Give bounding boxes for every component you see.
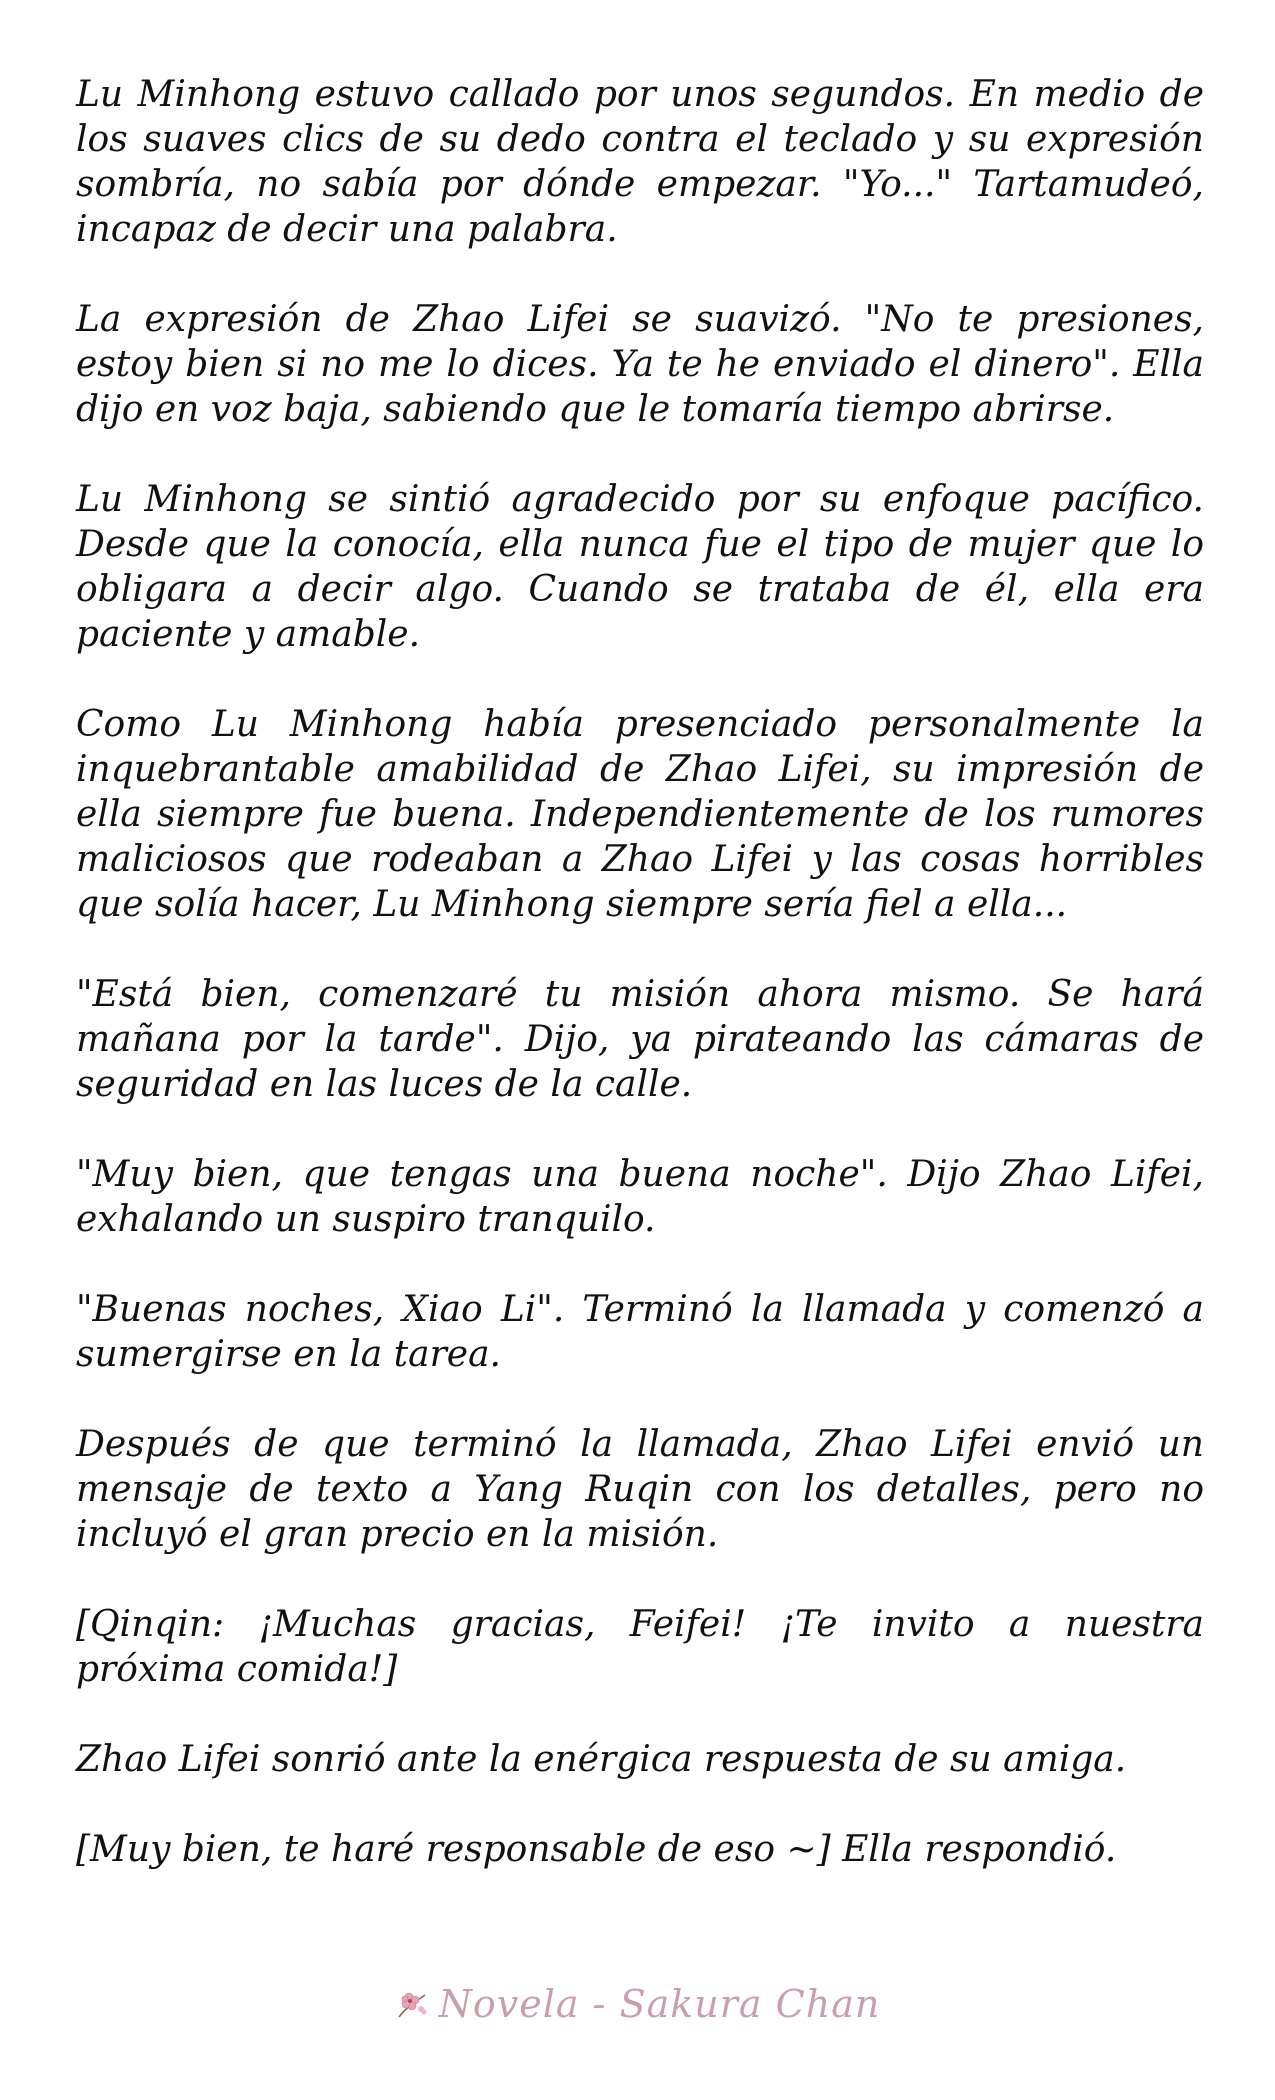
paragraph-10: Zhao Lifei sonrió ante la enérgica respuesta de su amiga. <box>76 1739 1127 1780</box>
paragraph-3: Lu Minhong se sintió agradecido por su enfoque pacífico. Desde que la conocía, ella nunca fue el tipo de mujer que lo obligara a decir algo. Cuando se trataba de él, ella era paciente y amable. <box>76 479 1204 655</box>
paragraph-8: Después de que terminó la llamada, Zhao Lifei envió un mensaje de texto a Yang Ruqin con los detalles, pero no incluyó el gran precio en la misión. <box>76 1424 1204 1555</box>
paragraph-7: "Buenas noches, Xiao Li". Terminó la llamada y comenzó a sumergirse en la tarea. <box>76 1289 1204 1375</box>
watermark-text: Novela - Sakura Chan <box>438 1982 881 2026</box>
paragraph-9: [Qinqin: ¡Muchas gracias, Feifei! ¡Te invito a nuestra próxima comida!] <box>76 1604 1204 1690</box>
paragraph-5: "Está bien, comenzaré tu misión ahora mismo. Se hará mañana por la tarde". Dijo, ya pirateando las cámaras de seguridad en las luces de la calle. <box>76 974 1204 1105</box>
paragraph-1: Lu Minhong estuvo callado por unos segundos. En medio de los suaves clics de su dedo contra el teclado y su expresión sombría, no sabía por dónde empezar. "Yo..." Tartamudeó, incapaz de decir una palabra. <box>76 74 1204 250</box>
document-body <box>76 72 1204 1872</box>
paragraph-4: Como Lu Minhong había presenciado personalmente la inquebrantable amabilidad de Zhao Lifei, su impresión de ella siempre fue buena. Independientemente de los rumores maliciosos que rodeaban a Zhao Lifei y las cosas horribles que solía hacer, Lu Minhong siempre sería fiel a ella... <box>76 704 1204 925</box>
watermark <box>0 1982 1275 2030</box>
paragraph-2: La expresión de Zhao Lifei se suavizó. "No te presiones, estoy bien si no me lo dices. Ya te he enviado el dinero". Ella dijo en voz baja, sabiendo que le tomaría tiempo abrirse. <box>76 299 1204 430</box>
sakura-flower-icon <box>395 1986 429 2030</box>
paragraph-6: "Muy bien, que tengas una buena noche". Dijo Zhao Lifei, exhalando un suspiro tranquilo. <box>76 1154 1204 1240</box>
paragraph-11: [Muy bien, te haré responsable de eso ~] Ella respondió. <box>76 1829 1117 1870</box>
